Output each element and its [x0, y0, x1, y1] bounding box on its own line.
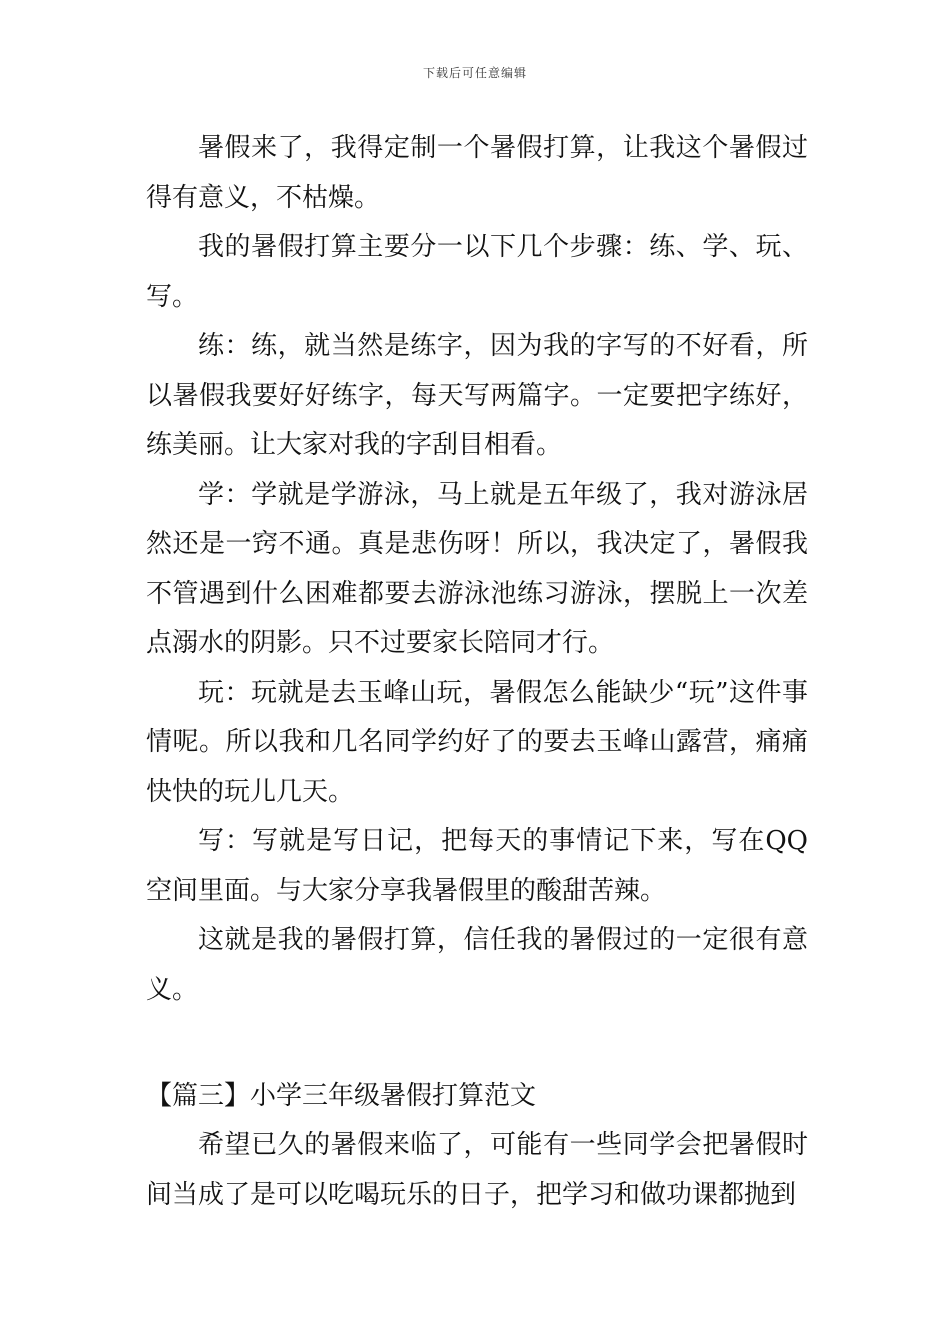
article-body: [146, 124, 808, 1015]
section-title: 【篇三】小学三年级暑假打算范文: [146, 1081, 537, 1111]
paragraph: 写：写就是写日记，把每天的事情记下来，写在QQ空间里面。与大家分享我暑假里的酸甜苦辣。: [146, 826, 808, 906]
paragraph: 玩：玩就是去玉峰山玩，暑假怎么能缺少“玩”这件事情呢。所以我和几名同学约好了的要去玉峰山露营，痛痛快快的玩儿几天。: [146, 677, 808, 807]
paragraph: 这就是我的暑假打算，信任我的暑假过的一定很有意义。: [146, 925, 808, 1005]
header-note: 下载后可任意编辑: [422, 66, 527, 80]
paragraph: 学：学就是学游泳，马上就是五年级了，我对游泳居然还是一窍不通。真是悲伤呀！所以，我决定了，暑假我不管遇到什么困难都要去游泳池练习游泳，摆脱上一次差点溺水的阴影。只不过要家长陪同才行。: [146, 479, 808, 658]
paragraph: 希望已久的暑假来临了，可能有一些同学会把暑假时间当成了是可以吃喝玩乐的日子，把学习和做功课都抛到: [146, 1130, 808, 1210]
paragraph: 暑假来了，我得定制一个暑假打算，让我这个暑假过得有意义，不枯燥。: [146, 133, 808, 213]
paragraph: 练：练，就当然是练字，因为我的字写的不好看，所以暑假我要好好练字，每天写两篇字。一定要把字练好，练美丽。让大家对我的字刮目相看。: [146, 331, 808, 460]
paragraph: 我的暑假打算主要分一以下几个步骤：练、学、玩、写。: [146, 232, 808, 312]
section-body: [146, 1121, 808, 1220]
